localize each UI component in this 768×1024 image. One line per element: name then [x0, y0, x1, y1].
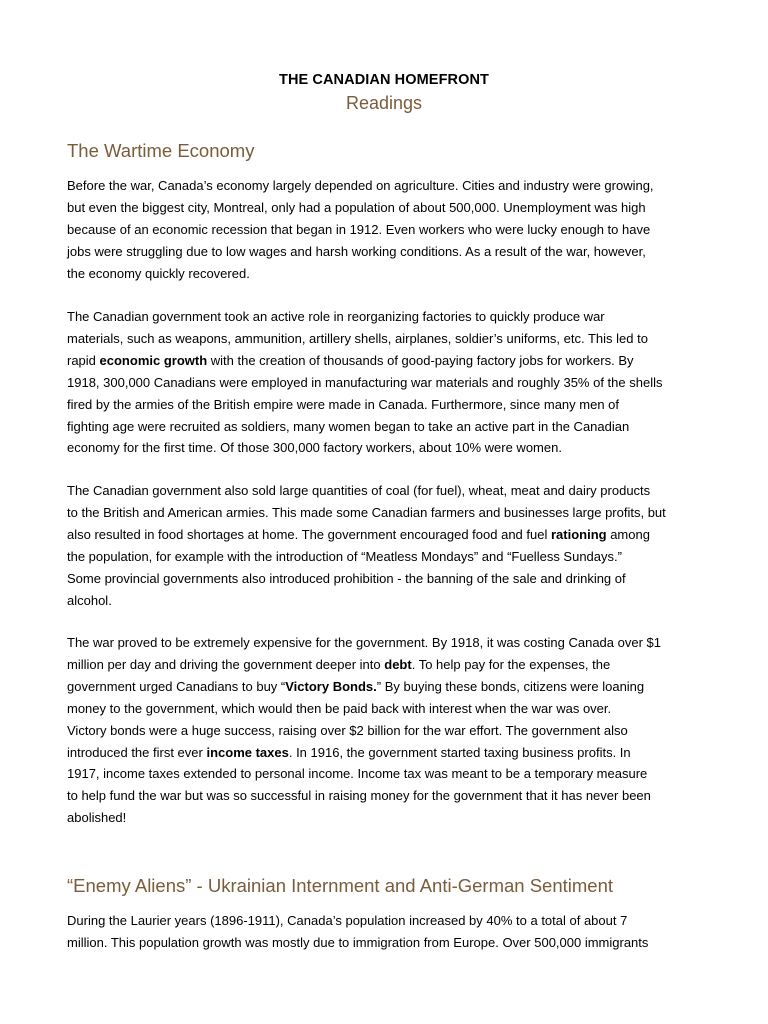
paragraph-laurier-immigration — [67, 910, 707, 954]
text-line: Victory bonds were a huge success, raising over $2 billion for the war effort. The government also — [67, 722, 628, 738]
text-line: abolished! — [67, 810, 127, 826]
text-line: The war proved to be extremely expensive for the government. By 1918, it was costing Canada over $1 — [67, 635, 661, 650]
key-term-economic-growth: economic growth — [99, 352, 208, 368]
key-term-victory-bonds: Victory Bonds. — [285, 678, 377, 694]
text-run: among — [606, 526, 650, 542]
text-run: with the creation of thousands of good-paying factory jobs for workers. By — [207, 352, 634, 368]
text-line: 1917, income taxes extended to personal income. Income tax was meant to be a temporary measure — [67, 766, 648, 782]
text-line: million. This population growth was mostly due to immigration from Europe. Over 500,000 immigrants — [67, 934, 649, 950]
text-run: ” By buying these bonds, citizens were loaning — [376, 678, 645, 694]
text-line: Some provincial governments also introduced prohibition - the banning of the sale and drinking of — [67, 570, 626, 586]
key-term-rationing: rationing — [550, 526, 607, 542]
text-run: government urged Canadians to buy “ — [67, 678, 286, 694]
text-line: Before the war, Canada’s economy largely depended on agriculture. Cities and industry were growing, — [67, 178, 654, 193]
text-line: alcohol. — [67, 592, 112, 608]
text-line: to the British and American armies. This made some Canadian farmers and businesses large profits, but — [67, 504, 666, 520]
text-run: million per day and driving the government deeper into — [67, 656, 385, 672]
text-line: jobs were struggling due to low wages and harsh working conditions. As a result of the war, however, — [67, 243, 646, 259]
text-run: introduced the first ever — [67, 744, 207, 760]
text-line: because of an economic recession that began in 1912. Even workers who were lucky enough to have — [67, 221, 651, 237]
paragraph-economy-before-war — [67, 175, 707, 285]
text-run: also resulted in food shortages at home. The government encouraged food and fuel — [67, 526, 551, 542]
text-run: . To help pay for the expenses, the — [411, 656, 611, 672]
text-line — [67, 742, 707, 764]
text-line: to help fund the war but was so successful in raising money for the government that it has never been — [67, 788, 651, 804]
text-line: the economy quickly recovered. — [67, 265, 250, 281]
text-run: rapid — [67, 352, 100, 368]
text-line: fired by the armies of the British empire were made in Canada. Furthermore, since many men of — [67, 396, 620, 412]
text-line: fighting age were recruited as soldiers, many women began to take an active part in the Canadian — [67, 418, 630, 434]
text-line: During the Laurier years (1896-1911), Canada’s population increased by 40% to a total of about 7 — [67, 913, 628, 928]
text-line: materials, such as weapons, ammunition, artillery shells, airplanes, soldier’s uniforms, etc. This led to — [67, 330, 648, 346]
text-line: The Canadian government also sold large quantities of coal (for fuel), wheat, meat and dairy products — [67, 483, 651, 498]
paragraph-war-finance — [67, 632, 707, 829]
text-line — [67, 350, 707, 372]
document-subtitle: Readings — [345, 93, 423, 113]
text-line: The Canadian government took an active role in reorganizing factories to quickly produce war — [67, 309, 605, 324]
paragraph-war-production — [67, 306, 707, 459]
paragraph-exports-rationing — [67, 480, 707, 611]
text-line: money to the government, which would then be paid back with interest when the war was over. — [67, 700, 612, 716]
section-heading-wartime-economy: The Wartime Economy — [67, 140, 255, 161]
text-line — [67, 654, 707, 676]
text-line — [67, 524, 707, 546]
text-line: 1918, 300,000 Canadians were employed in manufacturing war materials and roughly 35% of the shells — [67, 374, 663, 390]
text-run: . In 1916, the government started taxing business profits. In — [288, 744, 631, 760]
key-term-income-taxes: income taxes — [206, 744, 289, 760]
document-title: THE CANADIAN HOMEFRONT — [278, 72, 490, 88]
key-term-debt: debt — [384, 656, 412, 672]
text-line: economy for the first time. Of those 300,000 factory workers, about 10% were women. — [67, 440, 562, 456]
text-line — [67, 676, 707, 698]
text-line: but even the biggest city, Montreal, only had a population of about 500,000. Unemployment was high — [67, 199, 646, 215]
text-line: the population, for example with the introduction of “Meatless Mondays” and “Fuelless Sundays.” — [67, 548, 622, 564]
section-heading-enemy-aliens: “Enemy Aliens” - Ukrainian Internment and Anti-German Sentiment — [67, 875, 613, 896]
